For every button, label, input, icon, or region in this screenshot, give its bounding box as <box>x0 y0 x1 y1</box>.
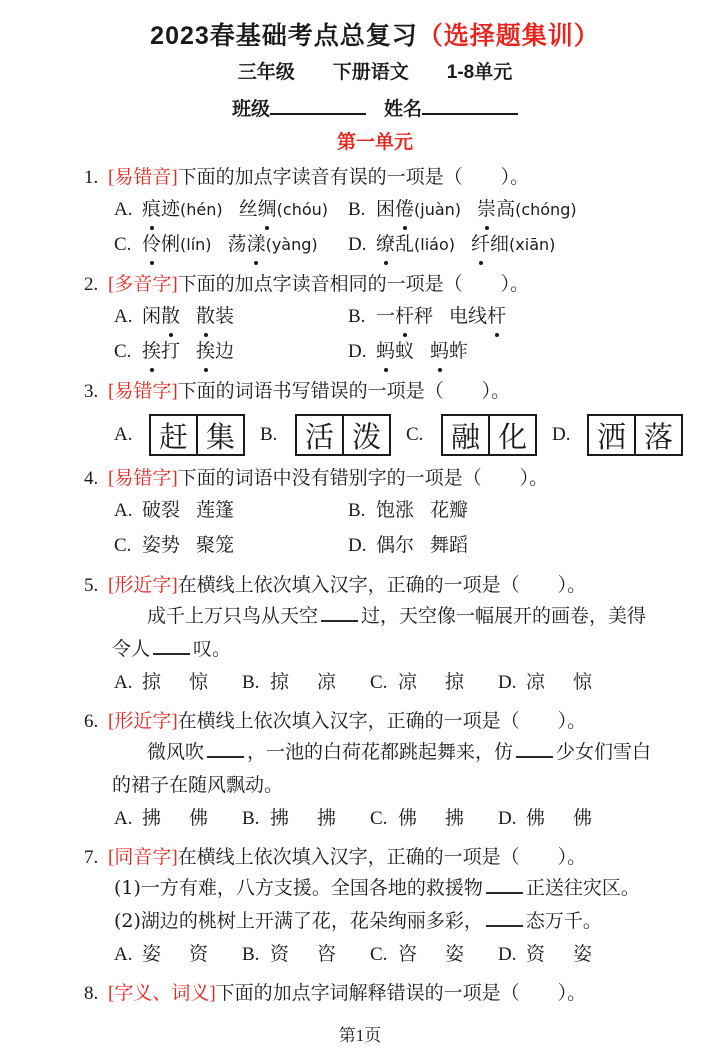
boxed-char: 化 <box>488 416 535 454</box>
choice-char: 资 <box>189 943 209 965</box>
passage-text: (1)一方有难，八方支援。全国各地的救援物 <box>114 877 483 899</box>
choice-char: 姿 <box>445 943 465 965</box>
option-B <box>348 192 666 227</box>
word-part: 蚁 <box>395 340 415 362</box>
passage-text: 叹。 <box>193 638 232 660</box>
choice-char: 佛 <box>189 807 209 829</box>
option-A <box>114 414 245 456</box>
dotted-char: 倦 <box>395 192 414 226</box>
question-stem <box>84 843 666 872</box>
passage-text: (2)湖边的桃树上开满了花，花朵绚丽多彩， <box>114 910 483 932</box>
option-label: B. <box>260 424 278 445</box>
option-word <box>142 299 180 333</box>
subject-label: 下册语文 <box>332 62 409 83</box>
option-label: C. <box>406 424 424 445</box>
choice-char: 凉 <box>317 671 337 693</box>
choice-char: 佛 <box>573 807 593 829</box>
class-name-line <box>84 94 666 122</box>
pinyin: (yàng) <box>265 235 318 254</box>
choice-D <box>498 802 592 835</box>
word-part: 荡 <box>227 233 247 255</box>
option-label: D. <box>348 234 367 255</box>
word-part: 迹 <box>161 198 181 220</box>
option-label: C. <box>370 672 388 693</box>
dotted-char: 散 <box>161 299 180 333</box>
word-part: 蚱 <box>449 340 469 362</box>
word-part: 俐 <box>161 233 181 255</box>
boxed-char: 活 <box>304 419 334 454</box>
choice-char: 惊 <box>189 671 209 693</box>
boxed-char: 赶 <box>158 419 188 454</box>
boxed-word <box>441 414 537 456</box>
option-label: A. <box>114 808 133 829</box>
word-part: 电线 <box>449 305 488 327</box>
option-row <box>114 528 666 563</box>
choice-char: 资 <box>526 943 546 965</box>
choice-C <box>370 666 498 699</box>
boxed-char: 泼 <box>342 416 389 454</box>
option-label: D. <box>348 341 367 362</box>
question-tag: [易错字] <box>108 468 178 489</box>
fill-blank <box>516 737 553 758</box>
choice-char: 掠 <box>445 671 465 693</box>
dotted-char: 杆 <box>487 299 506 333</box>
fill-blank <box>486 873 523 894</box>
question-tag: [同音字] <box>108 847 178 868</box>
grade-label: 三年级 <box>237 62 295 83</box>
passage-text: 的裙子在随风飘动。 <box>112 774 284 796</box>
option-word <box>477 192 577 227</box>
question-list <box>84 163 673 1008</box>
passage-text: 令人 <box>112 638 151 660</box>
option-row <box>114 334 666 369</box>
question-stem-text: 下面的词语书写错误的一项是（ ）。 <box>177 381 511 402</box>
option-row <box>114 493 666 528</box>
option-word: 舞蹈 <box>430 534 469 556</box>
choice-char: 拂 <box>142 807 162 829</box>
question-tag: [形近字] <box>108 575 178 596</box>
question-stem-text: 下面的加点字词解释错误的一项是（ ）。 <box>215 983 587 1004</box>
word-part: 打 <box>161 340 181 362</box>
question-stem-text: 在横线上依次填入汉字，正确的一项是（ ）。 <box>177 711 587 732</box>
word-part: 边 <box>215 340 235 362</box>
fill-blank <box>153 634 190 655</box>
option-label: D. <box>552 424 571 445</box>
option-row <box>114 192 666 227</box>
option-word: 姿势 <box>142 534 181 556</box>
question-number: 5. <box>84 575 99 596</box>
option-D <box>348 528 666 563</box>
choice-char: 拂 <box>445 807 465 829</box>
passage-text: ，一池的白荷花都跳起舞来，仿 <box>247 741 514 763</box>
choice-char: 姿 <box>573 943 593 965</box>
option-label: C. <box>370 808 388 829</box>
sub-sentence-1 <box>114 872 666 905</box>
question-7 <box>84 843 666 971</box>
boxed-option-row <box>114 414 673 456</box>
boxed-word <box>295 414 391 456</box>
question-8 <box>84 979 666 1008</box>
option-label: A. <box>114 500 133 521</box>
passage-line <box>84 633 666 666</box>
choice-char: 拂 <box>317 807 337 829</box>
word-part: 高 <box>496 198 516 220</box>
question-tag: [字义、词义] <box>108 983 216 1004</box>
option-label: C. <box>114 341 132 362</box>
choice-A <box>114 938 242 971</box>
option-C <box>406 414 537 456</box>
choice-row <box>114 666 666 699</box>
option-word <box>376 334 414 368</box>
option-label: A. <box>114 672 133 693</box>
option-word: 莲篷 <box>196 499 235 521</box>
option-label: B. <box>348 306 366 327</box>
passage-line <box>84 736 666 769</box>
question-number: 7. <box>84 847 99 868</box>
section-title: 第一单元 <box>336 132 413 153</box>
choice-C <box>370 802 498 835</box>
option-word <box>196 334 234 368</box>
option-label: D. <box>498 672 517 693</box>
dotted-char: 漾 <box>247 227 266 261</box>
choice-char: 咨 <box>398 943 418 965</box>
option-label: C. <box>114 535 132 556</box>
pinyin: (xiān) <box>509 235 556 254</box>
question-stem <box>84 979 666 1008</box>
passage-text: 态万千。 <box>525 910 602 932</box>
sub-sentence-2 <box>114 905 666 938</box>
question-number: 3. <box>84 381 99 402</box>
dotted-char: 痕 <box>142 192 161 226</box>
name-label: 姓名 <box>384 99 423 120</box>
class-blank <box>270 94 366 115</box>
choice-A <box>114 666 242 699</box>
option-word: 偶尔 <box>376 534 415 556</box>
title-highlight: （选择题集训） <box>417 22 600 50</box>
choice-D <box>498 666 592 699</box>
option-label: D. <box>498 944 517 965</box>
name-blank <box>422 94 518 115</box>
passage-text: 少女们雪白 <box>556 741 652 763</box>
choice-char: 姿 <box>142 943 162 965</box>
passage-text: 正送往灾区。 <box>525 877 640 899</box>
choice-char: 掠 <box>142 671 162 693</box>
choice-row <box>114 938 666 971</box>
boxed-char: 融 <box>450 419 480 454</box>
question-number: 1. <box>84 167 99 188</box>
option-label: C. <box>114 234 132 255</box>
choice-char: 拂 <box>270 807 290 829</box>
question-tag: [易错字] <box>108 381 178 402</box>
dotted-char: 纤 <box>471 227 490 261</box>
option-word <box>430 334 468 368</box>
dotted-char: 蚂 <box>430 334 449 368</box>
option-A <box>114 192 348 227</box>
choice-char: 掠 <box>270 671 290 693</box>
option-row <box>114 299 666 334</box>
dotted-char: 挨 <box>196 334 215 368</box>
option-word <box>376 299 433 333</box>
option-word <box>142 227 212 262</box>
choice-char: 佛 <box>526 807 546 829</box>
question-number: 2. <box>84 274 99 295</box>
units-label: 1-8单元 <box>446 62 513 83</box>
pinyin: (lín) <box>180 235 212 254</box>
option-label: A. <box>114 306 133 327</box>
option-A <box>114 493 348 528</box>
question-stem <box>84 163 666 192</box>
option-label: C. <box>370 944 388 965</box>
option-label: B. <box>348 500 366 521</box>
question-stem <box>84 464 666 493</box>
question-stem-text: 下面的加点字读音相同的一项是（ ）。 <box>177 274 530 295</box>
option-word <box>196 299 234 333</box>
question-stem <box>84 571 666 600</box>
question-stem-text: 下面的词语中没有错别字的一项是（ ）。 <box>177 468 549 489</box>
word-part: 装 <box>215 305 235 327</box>
worksheet-header <box>84 20 666 155</box>
question-stem-text: 在横线上依次填入汉字，正确的一项是（ ）。 <box>177 847 587 868</box>
question-5 <box>84 571 666 699</box>
passage-text: 微风吹 <box>147 741 205 763</box>
word-part: 困 <box>376 198 396 220</box>
choice-char: 佛 <box>398 807 418 829</box>
question-number: 8. <box>84 983 99 1004</box>
option-word <box>376 192 461 227</box>
option-word <box>228 227 318 262</box>
option-word: 聚笼 <box>196 534 235 556</box>
dotted-char: 蚂 <box>376 334 395 368</box>
dotted-char: 绸 <box>258 192 277 226</box>
page-number: 第1页 <box>338 1026 382 1045</box>
word-part: 一 <box>376 305 396 327</box>
boxed-word <box>149 414 245 456</box>
choice-char: 凉 <box>398 671 418 693</box>
option-B <box>348 493 666 528</box>
pinyin: (chóu) <box>276 200 329 219</box>
word-part: 丝 <box>238 198 258 220</box>
boxed-char: 集 <box>196 416 243 454</box>
question-6 <box>84 707 666 835</box>
question-4 <box>84 464 666 563</box>
pinyin: (chóng) <box>515 200 577 219</box>
pinyin: (hén) <box>180 200 223 219</box>
option-label: A. <box>114 424 133 445</box>
fill-blank <box>486 906 523 927</box>
choice-C <box>370 938 498 971</box>
boxed-char: 洒 <box>596 419 626 454</box>
option-label: D. <box>498 808 517 829</box>
fill-blank <box>207 737 244 758</box>
option-label: D. <box>348 535 367 556</box>
option-B <box>260 414 391 456</box>
title-main: 2023春基础考点总复习 <box>150 22 418 50</box>
option-D <box>552 414 683 456</box>
option-word: 饱涨 <box>376 499 415 521</box>
pinyin: (liáo) <box>414 235 455 254</box>
dotted-char: 挨 <box>142 334 161 368</box>
question-2 <box>84 270 666 369</box>
option-C <box>114 334 348 369</box>
option-word <box>142 334 180 368</box>
boxed-word <box>587 414 683 456</box>
question-stem <box>84 270 666 299</box>
choice-A <box>114 802 242 835</box>
fill-blank <box>321 601 358 622</box>
question-number: 6. <box>84 711 99 732</box>
option-word: 破裂 <box>142 499 181 521</box>
option-word <box>376 227 455 262</box>
question-tag: [形近字] <box>108 711 178 732</box>
question-3 <box>84 377 673 456</box>
option-D <box>348 227 666 262</box>
choice-D <box>498 938 592 971</box>
passage-line <box>84 769 666 802</box>
choice-B <box>242 938 370 971</box>
choice-B <box>242 802 370 835</box>
boxed-char: 落 <box>634 416 681 454</box>
question-tag: [易错音] <box>108 167 178 188</box>
option-label: B. <box>242 808 260 829</box>
option-B <box>348 299 666 334</box>
dotted-char: 崇 <box>477 192 496 226</box>
dotted-char: 缭 <box>376 227 395 261</box>
dotted-char: 伶 <box>142 227 161 261</box>
word-part: 乱 <box>395 233 415 255</box>
question-tag: [多音字] <box>108 274 178 295</box>
pinyin: (juàn) <box>414 200 462 219</box>
question-stem-text: 在横线上依次填入汉字，正确的一项是（ ）。 <box>177 575 587 596</box>
option-C <box>114 227 348 262</box>
dotted-char: 散 <box>196 299 215 333</box>
word-part: 秤 <box>414 305 434 327</box>
choice-B <box>242 666 370 699</box>
choice-char: 惊 <box>573 671 593 693</box>
question-1 <box>84 163 666 262</box>
option-label: B. <box>242 672 260 693</box>
subtitle-line <box>84 61 666 85</box>
option-label: B. <box>242 944 260 965</box>
option-A <box>114 299 348 334</box>
class-label: 班级 <box>231 99 270 120</box>
word-part: 细 <box>490 233 510 255</box>
option-label: A. <box>114 199 133 220</box>
question-stem <box>84 377 666 406</box>
option-label: A. <box>114 944 133 965</box>
choice-char: 咨 <box>317 943 337 965</box>
question-stem <box>84 707 666 736</box>
option-row <box>114 227 666 262</box>
choice-char: 资 <box>270 943 290 965</box>
passage-line <box>84 600 666 633</box>
option-D <box>348 334 666 369</box>
option-word <box>449 299 506 333</box>
passage-text: 过，天空像一幅展开的画卷，美得 <box>361 605 647 627</box>
question-stem-text: 下面的加点字读音有误的一项是（ ）。 <box>177 167 530 188</box>
option-word <box>142 192 223 227</box>
question-number: 4. <box>84 468 99 489</box>
choice-row <box>114 802 666 835</box>
option-word <box>471 227 555 262</box>
page-title <box>84 20 666 52</box>
choice-char: 凉 <box>526 671 546 693</box>
option-word <box>239 192 328 227</box>
option-word: 花瓣 <box>430 499 469 521</box>
option-label: B. <box>348 199 366 220</box>
dotted-char: 杆 <box>395 299 414 333</box>
word-part: 闲 <box>142 305 162 327</box>
option-C <box>114 528 348 563</box>
passage-text: 成千上万只鸟从天空 <box>147 605 319 627</box>
